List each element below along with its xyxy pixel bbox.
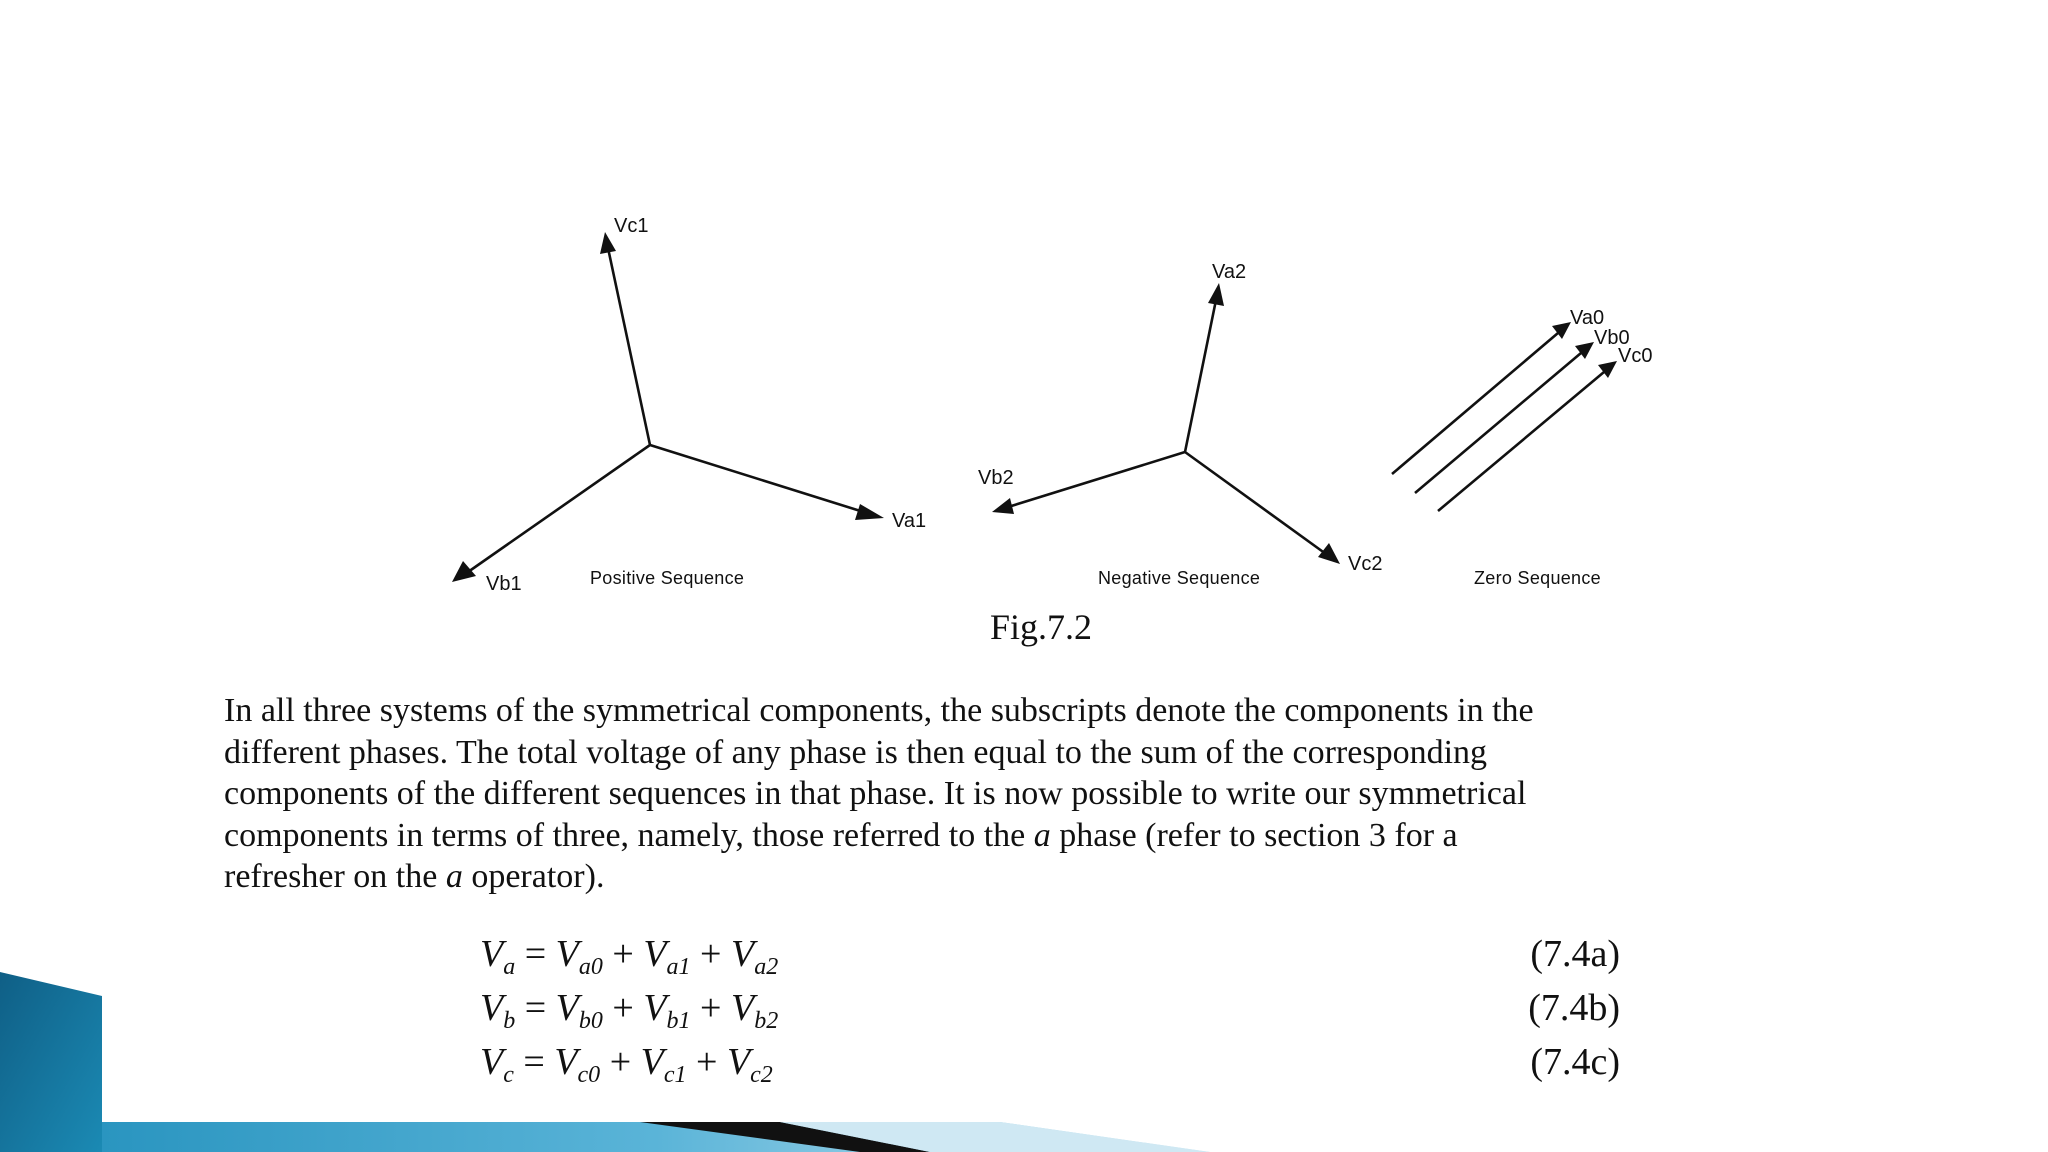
eq-plus: + (612, 987, 634, 1029)
eq-term: V (643, 987, 667, 1029)
paragraph-line-4 (224, 815, 1874, 857)
zero-sequence-title: Zero Sequence (1474, 568, 1601, 588)
eq-equals: = (523, 1041, 545, 1083)
equation-number: (7.4c) (1530, 1041, 1620, 1083)
line-4-text-end: phase (refer to section 3 for a (1050, 816, 1458, 854)
eq-lhs-sub: b (503, 1008, 516, 1034)
line-5-text-end: operator). (462, 858, 605, 895)
vector-vb2-line (1008, 452, 1185, 507)
eq-term: V (730, 987, 755, 1029)
eq-term-sub: b0 (578, 1008, 603, 1034)
vector-vb1-arrowhead (452, 561, 476, 582)
positive-sequence-group (452, 215, 926, 595)
vector-va1-arrowhead (855, 504, 884, 520)
vector-vc0-line (1438, 372, 1604, 511)
eq-term: V (730, 933, 755, 975)
vector-va1-line (650, 445, 870, 514)
eq-term-sub: b1 (666, 1008, 691, 1034)
footer-decoration (0, 960, 2048, 1152)
eq-term-sub: a0 (578, 954, 603, 980)
paragraph-line-1: In all three systems of the symmetrical components, the subscripts denote the components in the (224, 692, 1534, 729)
label-va2: Va2 (1212, 261, 1247, 283)
figure-caption: Fig.7.2 (990, 607, 1093, 647)
eq-plus: + (700, 987, 722, 1029)
negative-sequence-title: Negative Sequence (1098, 568, 1261, 588)
paragraph-line-3: components of the different sequences in that phase. It is now possible to write our symmetrical (224, 775, 1527, 812)
vector-vc2-arrowhead (1318, 543, 1340, 564)
vector-vb2-arrowhead (992, 498, 1014, 514)
paragraph-line-2: different phases. The total voltage of any phase is then equal to the sum of the corresponding (224, 733, 1488, 771)
label-vb1: Vb1 (486, 573, 522, 595)
eq-lhs-sub: a (503, 954, 516, 980)
eq-plus: + (700, 933, 722, 975)
eq-equals: = (524, 933, 547, 975)
eq-term: V (555, 987, 579, 1029)
operator-a-variable: a (1033, 816, 1051, 854)
eq-lhs: V (480, 933, 504, 975)
eq-term-sub: a1 (666, 954, 691, 980)
eq-lhs: V (480, 987, 504, 1029)
label-vc0: Vc0 (1618, 345, 1653, 367)
vector-va2-line (1185, 300, 1216, 452)
eq-lhs-sub: c (503, 1062, 514, 1088)
vector-vb1-line (468, 445, 650, 572)
zero-sequence-group (1392, 307, 1652, 588)
eq-term: V (555, 933, 579, 975)
footer-left-block (0, 972, 102, 1152)
label-va1: Va1 (892, 510, 927, 532)
vector-vc2-line (1185, 452, 1326, 554)
label-vb2: Vb2 (978, 467, 1014, 489)
negative-sequence-group (978, 261, 1382, 588)
eq-plus: + (609, 1041, 632, 1083)
eq-term-sub: c2 (750, 1062, 773, 1088)
eq-term: V (640, 1041, 664, 1083)
eq-plus: + (612, 933, 634, 975)
label-vc2: Vc2 (1348, 553, 1383, 575)
vector-va0-line (1392, 333, 1558, 474)
eq-term-sub: c1 (663, 1062, 687, 1088)
vector-vb0-line (1415, 353, 1581, 493)
equation-number: (7.4b) (1528, 987, 1620, 1029)
vector-vc1-line (608, 248, 650, 445)
eq-term: V (554, 1041, 578, 1083)
eq-term-sub: b2 (754, 1008, 779, 1034)
eq-term-sub: c0 (577, 1062, 601, 1088)
eq-term-sub: a2 (754, 954, 779, 980)
eq-plus: + (696, 1041, 718, 1083)
vector-va2-arrowhead (1208, 283, 1224, 306)
line-5-text: refresher on the (224, 858, 446, 895)
body-paragraph (224, 690, 1874, 898)
eq-term: V (726, 1041, 751, 1083)
eq-equals: = (524, 987, 547, 1029)
positive-sequence-title: Positive Sequence (590, 568, 745, 588)
line-4-text: components in terms of three, namely, those referred to the (224, 816, 1034, 854)
eq-lhs: V (480, 1041, 504, 1083)
operator-a-variable: a (445, 858, 463, 895)
label-va0: Va0 (1570, 307, 1605, 329)
eq-term: V (643, 933, 667, 975)
equation-number: (7.4a) (1530, 933, 1620, 975)
paragraph-line-5 (224, 856, 1874, 898)
label-vb0: Vb0 (1594, 327, 1630, 349)
label-vc1: Vc1 (614, 215, 649, 237)
